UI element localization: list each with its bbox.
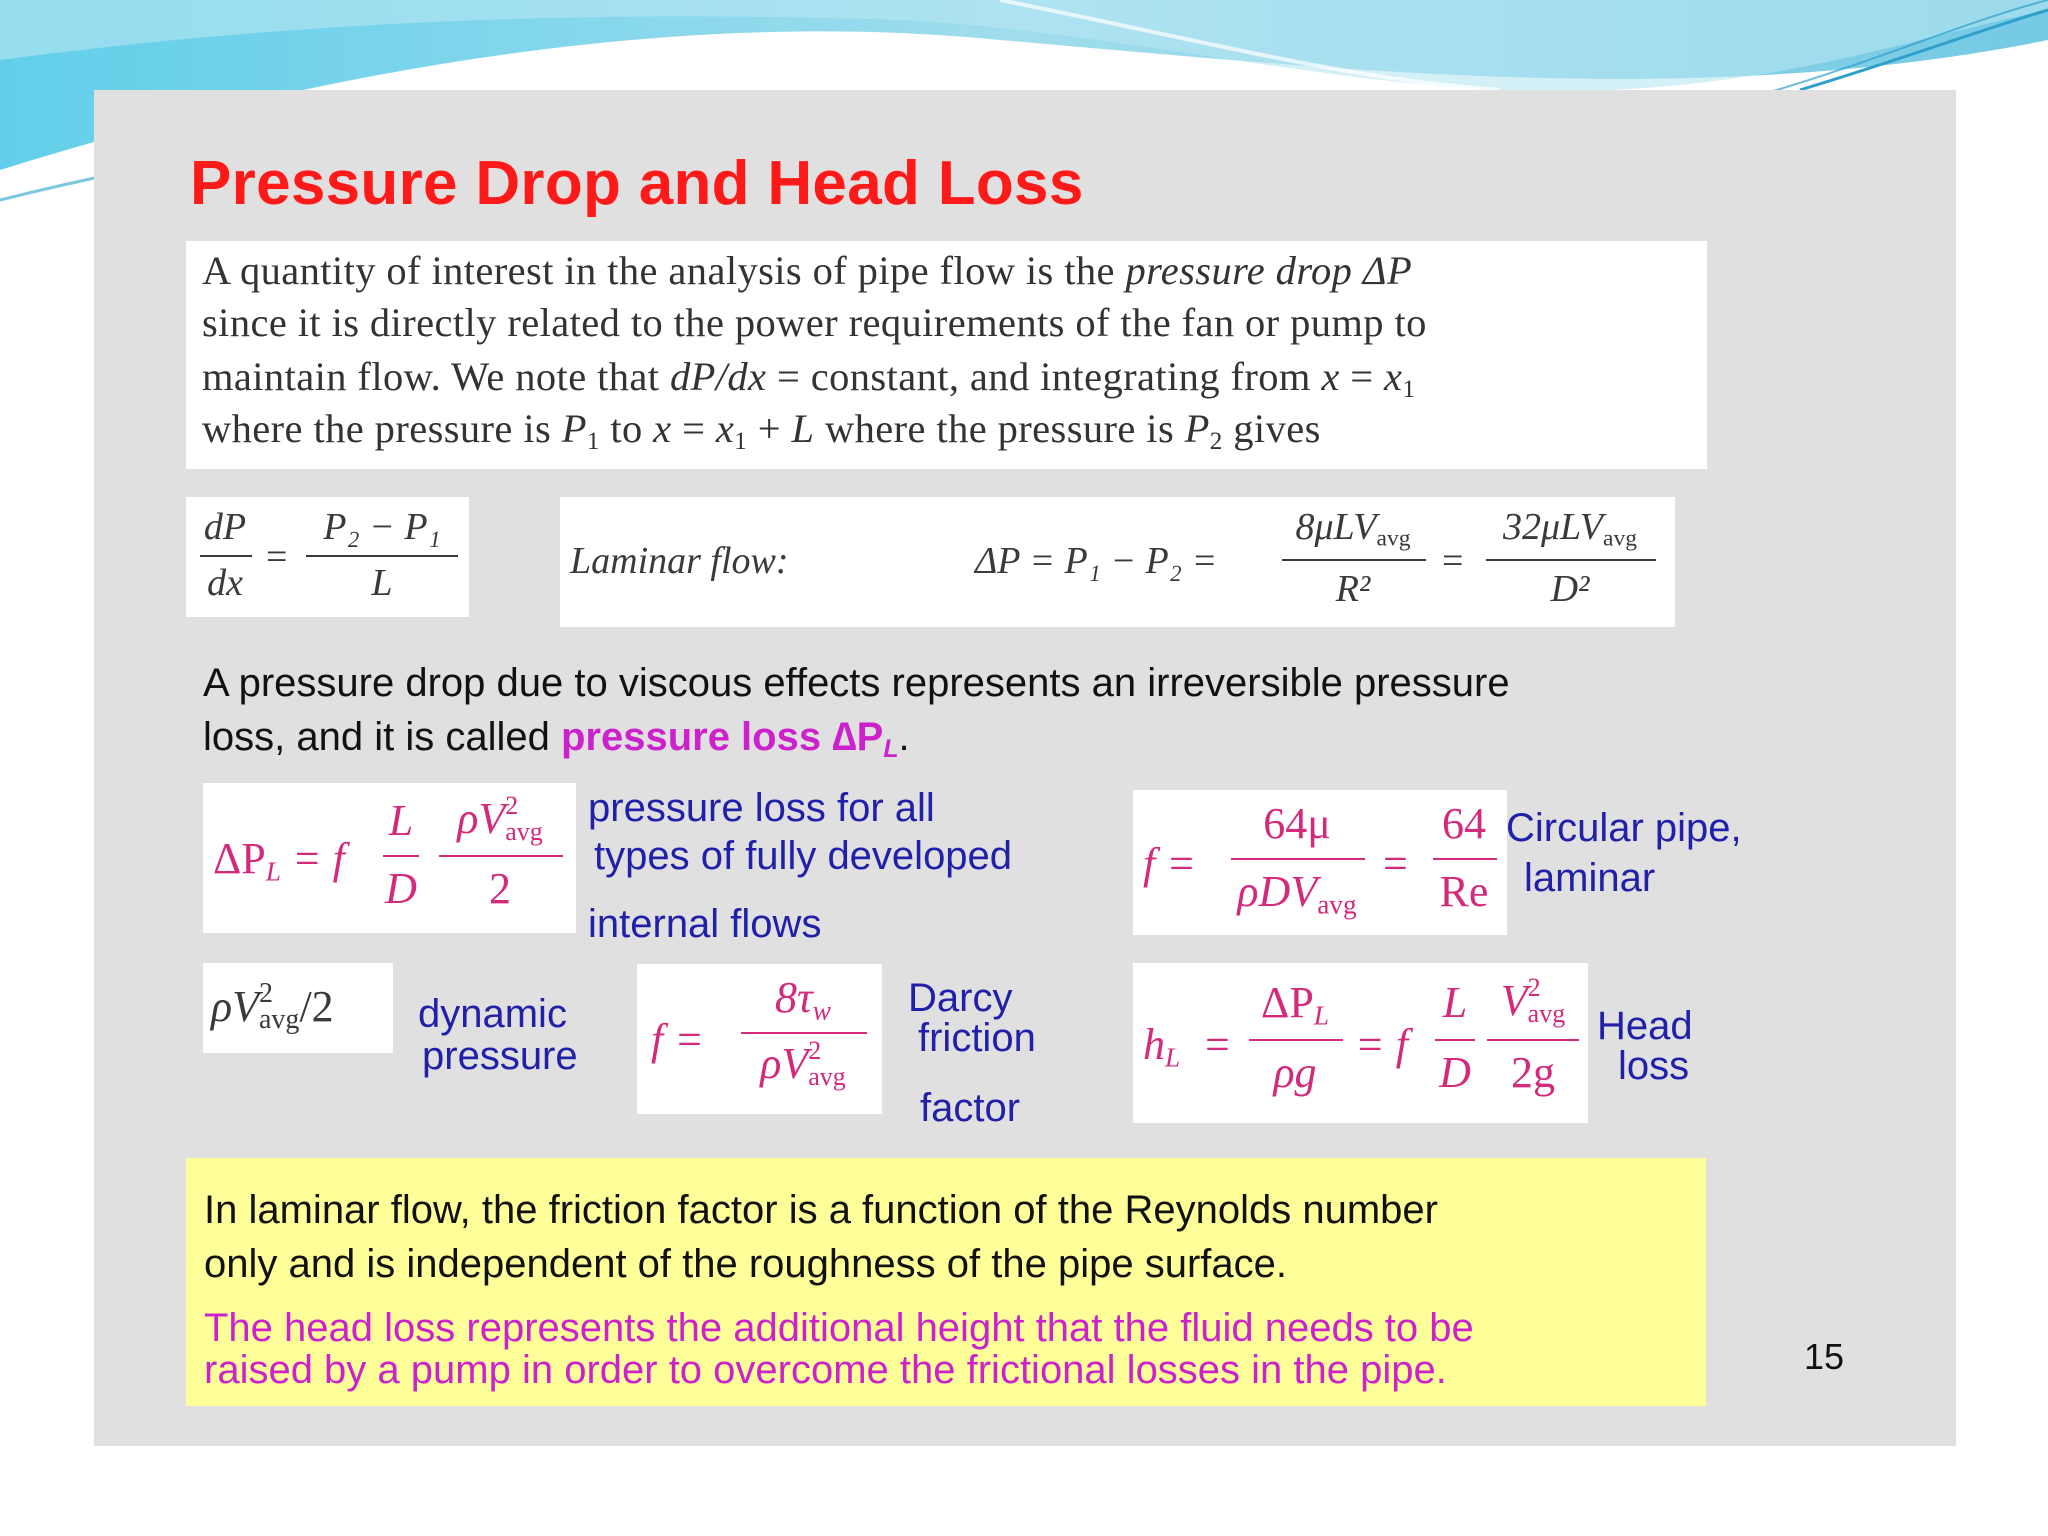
darcy-caption-2: friction [918,1016,1036,1060]
circular-caption-2: laminar [1524,856,1656,900]
intro-line-1: A quantity of interest in the analysis of pipe flow is the pressure drop ΔP [202,248,1413,293]
intro-line-4: where the pressure is $P_1$ to $x = x_1 + L$ where the pressure is $P_2$ gives [202,406,1321,456]
gradient-fraction-bar [200,555,252,557]
laminar-numerator-2: 32μLV$_{avg}$ [1502,506,1637,552]
pressure-loss-caption-3: internal flows [588,902,822,946]
head-loss-numerator-3: V 2 avg [1500,973,1566,1028]
equation-circular-pipe [1133,790,1507,935]
head-loss-equals-2: = f [1355,1020,1408,1069]
pressure-loss-denominator-2: 2 [489,864,511,913]
pressure-loss-fraction-bar-1 [383,855,419,857]
circular-numerator-1: 64μ [1263,799,1331,848]
equation-dynamic-pressure [203,963,393,1053]
pressure-loss-caption-2: types of fully developed [594,834,1013,878]
laminar-lhs: ΔP = P₁ − P₂ = [975,540,1218,582]
head-loss-caption-1: Head [1597,1004,1693,1048]
equation-laminar-pressure-drop [560,497,1675,627]
circular-numerator-2: 64 [1442,799,1486,848]
dynamic-caption-2: pressure [422,1034,578,1078]
circular-lhs: f = [1143,839,1196,888]
darcy-numerator: $8\tau_w$ [775,973,831,1026]
note-line-1: In laminar flow, the friction factor is a function of the Reynolds number [204,1188,1438,1232]
laminar-fraction-bar-2 [1486,559,1656,561]
note-line-3: The head loss represents the additional height that the fluid needs to be [204,1306,1474,1350]
pressure-loss-lhs: $\Delta P_L = f$ [213,834,345,887]
head-loss-denominator-1: ρg [1273,1048,1317,1097]
dynamic-pressure-expression: ρV 2 avg /2 [211,978,334,1035]
laminar-denominator-1: R² [1335,568,1371,610]
head-loss-fraction-bar-2 [1435,1039,1475,1041]
laminar-denominator-2: D² [1550,568,1590,610]
equation-pressure-loss [203,783,576,933]
head-loss-denominator-3: 2g [1511,1048,1555,1097]
gradient-denominator: dx [207,562,243,604]
gradient-equals-sign: = [266,536,288,578]
darcy-caption-3: factor [920,1086,1021,1130]
pressure-loss-numerator-1: L [388,796,414,845]
pressure-loss-denominator-1: D [385,864,417,913]
circular-fraction-bar-1 [1231,858,1365,860]
pressure-loss-caption-1: pressure loss for all [588,786,935,830]
head-loss-lhs: $h_L$ [1143,1020,1181,1073]
gradient-numerator: dP [203,506,247,548]
head-loss-fraction-bar-1 [1249,1039,1343,1041]
darcy-caption-1: Darcy [908,976,1013,1020]
pressure-loss-term: pressure loss ∆P [560,715,884,759]
circular-caption-1: Circular pipe, [1506,806,1742,850]
laminar-flow-label: Laminar flow: [570,540,789,582]
circular-fraction-bar-2 [1433,858,1497,860]
pressure-loss-line-2: loss, and it is called pressure loss $\Delta P_L$. [203,715,910,763]
laminar-numerator-1: 8μLV$_{avg}$ [1295,506,1411,552]
head-loss-numerator-2: L [1442,978,1468,1027]
darcy-denominator: ρV 2 avg [760,1036,846,1091]
head-loss-caption-2: loss [1618,1044,1690,1088]
gradient-right-numerator: P₂ − P₁ [323,506,441,548]
intro-line-3: maintain flow. We note that dP/dx = constant, and integrating from $x = x_1$ [202,354,1416,404]
equation-darcy-friction [637,964,882,1114]
head-loss-denominator-2: D [1439,1048,1471,1097]
summary-note-box [186,1158,1706,1406]
note-line-4: raised by a pump in order to overcome the frictional losses in the pipe. [204,1348,1447,1392]
page-number: 15 [1804,1336,1845,1377]
gradient-right-denominator: L [371,562,393,604]
circular-equals-sign: = [1383,839,1408,888]
gradient-right-fraction-bar [306,555,458,557]
pressure-loss-fraction-bar-2 [439,855,563,857]
note-line-2: only and is independent of the roughness of the pipe surface. [204,1242,1287,1286]
intro-line-2: since it is directly related to the power requirements of the fan or pump to [202,300,1427,345]
equation-head-loss [1133,963,1588,1123]
pressure-loss-numerator-2: ρV 2 avg [457,791,543,846]
darcy-lhs: f = [651,1015,704,1064]
head-loss-numerator-1: $\Delta P_L$ [1261,978,1329,1031]
laminar-fraction-bar-1 [1282,559,1426,561]
circular-denominator-2: Re [1439,867,1489,916]
pressure-loss-line-1: A pressure drop due to viscous effects represents an irreversible pressure [203,661,1510,705]
darcy-fraction-bar [741,1032,867,1034]
slide-title: Pressure Drop and Head Loss [190,149,1084,218]
dynamic-caption-1: dynamic [418,992,567,1036]
head-loss-fraction-bar-3 [1487,1039,1579,1041]
intro-paragraph-box [186,241,1707,469]
laminar-equals-sign: = [1442,540,1464,582]
equation-pressure-gradient [186,497,469,617]
head-loss-equals-1: = [1205,1020,1230,1069]
circular-denominator-1: ρDV$_{avg}$ [1237,867,1357,920]
